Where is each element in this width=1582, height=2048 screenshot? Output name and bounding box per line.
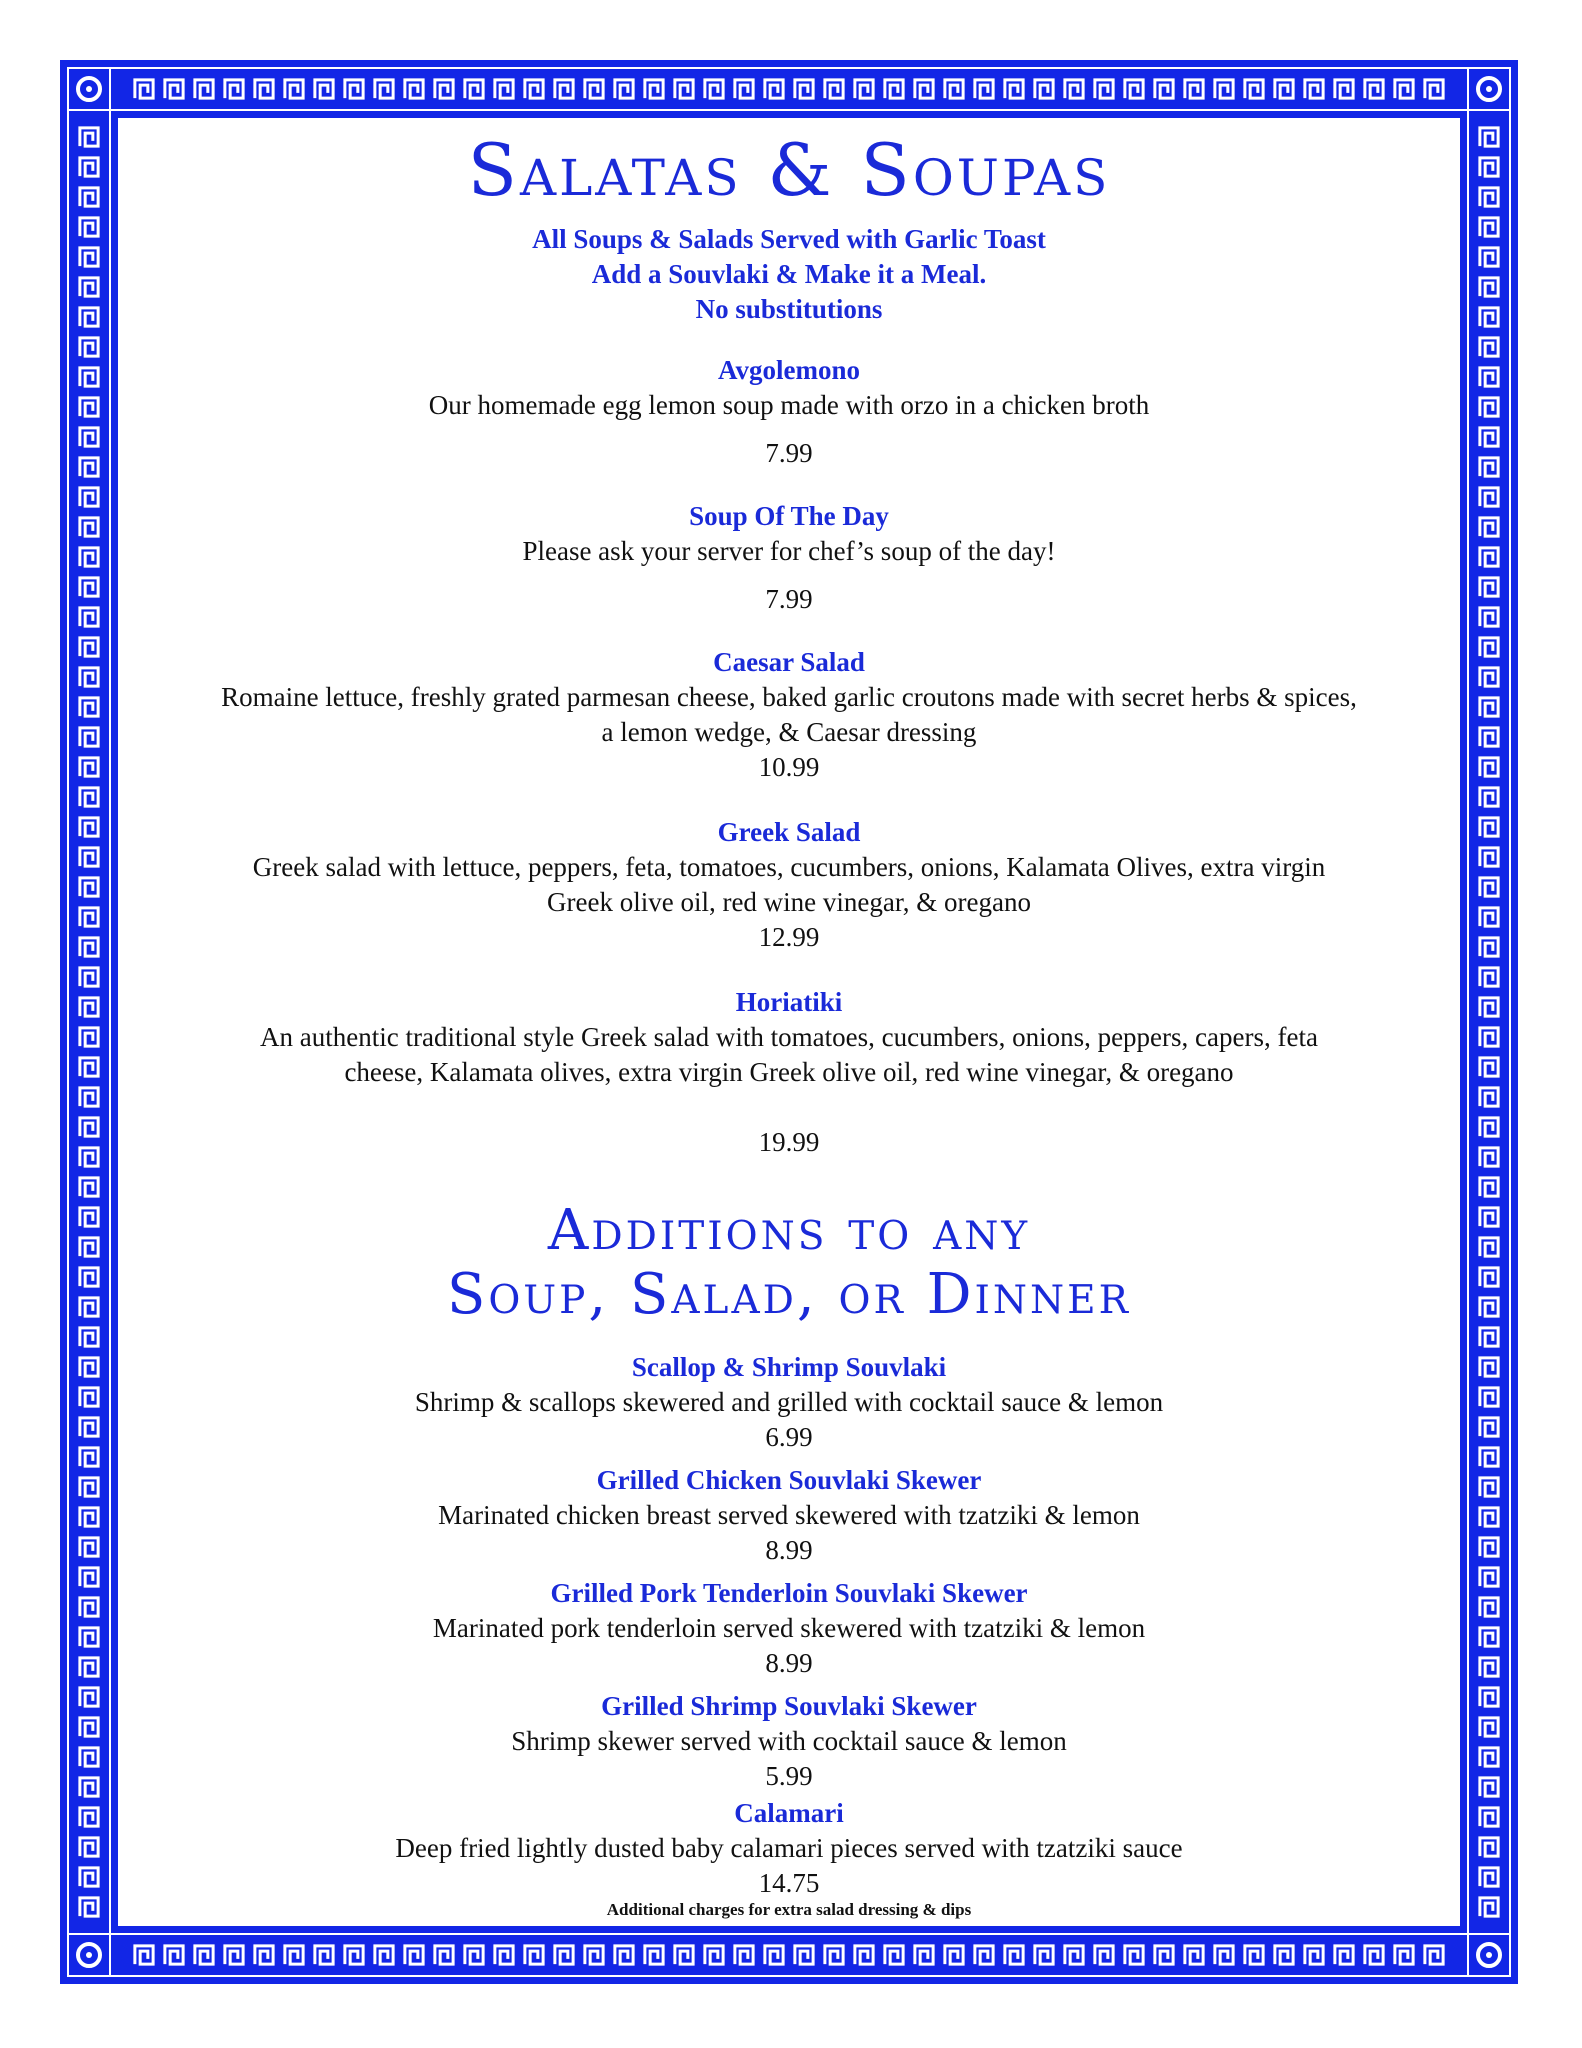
greek-key-icon [1005,1946,1023,1964]
greek-key-icon [1480,1478,1498,1496]
greek-key-icon [1480,1868,1498,1886]
corner-circle-icon [60,1926,118,1984]
menu-item-price: 14.75 [758,1868,820,1898]
greek-key-icon [165,1946,183,1964]
greek-key-icon [255,1946,273,1964]
greek-key-icon [80,998,98,1016]
greek-key-icon [1480,1418,1498,1436]
greek-key-icon [285,80,303,98]
greek-key-icon [375,1946,393,1964]
greek-key-icon [765,1946,783,1964]
greek-key-icon [80,548,98,566]
greek-key-icon [80,1178,98,1196]
greek-key-icon [1480,1118,1498,1136]
greek-key-icon [1275,80,1293,98]
greek-key-icon [1480,758,1498,776]
greek-key-icon [80,1478,98,1496]
greek-key-icon [1480,1268,1498,1286]
greek-key-icon [555,80,573,98]
corner-circle-icon [1460,60,1518,118]
greek-key-icon [1480,1058,1498,1076]
greek-key-icon [80,1838,98,1856]
greek-key-icon [80,668,98,686]
greek-key-icon [80,1598,98,1616]
border-bottom-pattern [60,1926,1518,1984]
greek-key-icon [80,1508,98,1526]
greek-key-icon [705,80,723,98]
greek-key-icon [675,80,693,98]
greek-key-icon [1480,1238,1498,1256]
greek-key-icon [1480,1328,1498,1346]
greek-key-icon [495,1946,513,1964]
corner-circle-icon [1460,1926,1518,1984]
greek-key-icon [1365,1946,1383,1964]
menu-item-price: 5.99 [765,1761,813,1791]
greek-key-icon [1480,848,1498,866]
greek-key-icon [1480,1628,1498,1646]
greek-key-icon [915,80,933,98]
greek-key-icon [1480,368,1498,386]
greek-key-icon [765,80,783,98]
greek-key-icon [285,1946,303,1964]
greek-key-icon [1215,1946,1233,1964]
greek-key-icon [80,1238,98,1256]
greek-key-icon [1245,80,1263,98]
greek-key-icon [525,80,543,98]
border-left-pattern [60,60,118,1984]
section-note: Add a Souvlaki & Make it a Meal. [591,259,987,289]
greek-key-icon [645,80,663,98]
greek-key-icon [1125,80,1143,98]
border-line [1468,68,1510,1976]
greek-key-icon [945,1946,963,1964]
greek-key-icon [885,1946,903,1964]
greek-key-icon [1065,80,1083,98]
greek-key-icon [80,248,98,266]
greek-key-icon [135,80,153,98]
greek-key-icon [195,80,213,98]
menu-item-price: 10.99 [758,752,820,782]
greek-key-icon [585,1946,603,1964]
greek-key-icon [80,188,98,206]
menu-item-name: Horiatiki [735,987,843,1017]
greek-key-icon [1395,1946,1413,1964]
greek-key-icon [80,938,98,956]
greek-key-icon [1065,1946,1083,1964]
greek-key-icon [80,458,98,476]
greek-key-icon [1480,338,1498,356]
greek-key-icon [1480,1658,1498,1676]
greek-key-icon [705,1946,723,1964]
greek-key-icon [1480,278,1498,296]
greek-key-icon [645,1946,663,1964]
greek-key-icon [465,1946,483,1964]
border-line [68,68,110,1976]
border-right-pattern [1460,60,1518,1984]
greek-key-icon [855,1946,873,1964]
greek-key-icon [80,788,98,806]
menu-item-name: Greek Salad [717,817,861,847]
greek-key-icon [1480,1568,1498,1586]
greek-key-icon [80,488,98,506]
greek-key-icon [80,1658,98,1676]
greek-key-icon [1095,80,1113,98]
greek-key-icon [80,278,98,296]
greek-key-icon [1480,398,1498,416]
greek-key-icon [525,1946,543,1964]
greek-key-icon [945,80,963,98]
greek-key-icon [1125,1946,1143,1964]
greek-key-icon [1035,80,1053,98]
corner-circle-icon [60,60,118,118]
menu-item-name: Grilled Shrimp Souvlaki Skewer [601,1691,977,1721]
greek-key-icon [465,80,483,98]
greek-key-icon [345,80,363,98]
greek-key-icon [1095,1946,1113,1964]
greek-key-icon [80,1688,98,1706]
greek-key-icon [225,80,243,98]
greek-key-icon [80,698,98,716]
greek-key-icon [1425,80,1443,98]
greek-key-icon [1155,1946,1173,1964]
greek-key-icon [1480,668,1498,686]
greek-key-icon [1480,698,1498,716]
greek-key-icon [1480,1508,1498,1526]
greek-key-icon [80,308,98,326]
greek-key-icon [80,1868,98,1886]
greek-key-icon [555,1946,573,1964]
greek-key-icon [1480,1808,1498,1826]
greek-key-icon [80,608,98,626]
greek-key-icon [1305,80,1323,98]
greek-key-icon [1480,248,1498,266]
greek-key-icon [975,80,993,98]
greek-key-icon [80,1058,98,1076]
greek-key-icon [165,80,183,98]
greek-key-icon [615,1946,633,1964]
greek-key-icon [1185,80,1203,98]
menu-item-name: Caesar Salad [713,647,865,677]
greek-key-icon [1480,998,1498,1016]
greek-key-icon [615,80,633,98]
greek-key-icon [1480,788,1498,806]
greek-key-icon [1480,308,1498,326]
greek-key-icon [80,908,98,926]
greek-key-icon [1480,968,1498,986]
greek-key-icon [80,578,98,596]
greek-key-icon [885,80,903,98]
menu-item-name: Avgolemono [718,355,860,385]
greek-key-icon [80,1418,98,1436]
greek-key-icon [405,80,423,98]
menu-item-desc: Greek salad with lettuce, peppers, feta, tomatoes, cucumbers, onions, Kalamata Olives, extra virgin Greek olive oil, red wine vinegar, & oregano [252,852,1326,917]
greek-key-icon [80,1388,98,1406]
greek-key-icon [1480,1178,1498,1196]
greek-key-icon [1480,1778,1498,1796]
greek-key-icon [80,128,98,146]
greek-key-icon [195,1946,213,1964]
menu-item-name: Scallop & Shrimp Souvlaki [631,1352,947,1382]
greek-key-icon [80,428,98,446]
greek-key-icon [1245,1946,1263,1964]
greek-key-icon [435,80,453,98]
menu-item-price: 12.99 [758,922,820,952]
greek-key-icon [1480,1898,1498,1916]
menu-item-price: 7.99 [765,438,813,468]
greek-key-icon [1480,1298,1498,1316]
greek-key-icon [1480,158,1498,176]
greek-key-icon [1480,218,1498,236]
greek-key-icon [1335,1946,1353,1964]
greek-key-icon [80,878,98,896]
greek-key-icon [80,368,98,386]
greek-key-icon [80,818,98,836]
menu-item-desc: Romaine lettuce, freshly grated parmesan cheese, baked garlic croutons made with secret herbs & spices, a lemon wedge, & Caesar dressing [221,682,1357,747]
greek-key-icon [1480,458,1498,476]
menu-item-price: 6.99 [765,1422,813,1452]
greek-key-icon [80,158,98,176]
greek-key-icon [80,1268,98,1286]
greek-key-icon [80,758,98,776]
section-title-salatas-soupas: Salatas & Soupas [467,128,1111,212]
greek-key-icon [80,1328,98,1346]
greek-key-icon [735,1946,753,1964]
greek-key-icon [975,1946,993,1964]
section-title-additions: Additions to any [547,1198,1031,1263]
footnote: Additional charges for extra salad dressing & dips [606,1900,972,1919]
greek-key-icon [80,1208,98,1226]
greek-key-icon [80,728,98,746]
greek-key-icon [1480,548,1498,566]
greek-key-icon [1480,638,1498,656]
menu-item-name: Grilled Chicken Souvlaki Skewer [596,1465,982,1495]
greek-key-icon [80,518,98,536]
greek-key-icon [1480,728,1498,746]
greek-key-icon [1480,1088,1498,1106]
greek-key-icon [80,1898,98,1916]
greek-key-icon [80,1808,98,1826]
greek-key-icon [80,338,98,356]
greek-key-icon [1335,80,1353,98]
greek-key-icon [1480,428,1498,446]
greek-key-icon [80,1778,98,1796]
menu-item-price: 8.99 [765,1535,813,1565]
greek-key-icon [80,1568,98,1586]
greek-key-icon [375,80,393,98]
greek-key-icon [1035,1946,1053,1964]
greek-key-icon [825,1946,843,1964]
menu-page [118,118,1460,1926]
greek-key-icon [80,1718,98,1736]
greek-key-icon [80,1148,98,1166]
greek-key-icon [1480,1148,1498,1166]
greek-key-icon [495,80,513,98]
menu-item-desc: Shrimp skewer served with cocktail sauce & lemon [511,1726,1067,1756]
greek-key-icon [80,1028,98,1046]
greek-key-icon [1305,1946,1323,1964]
menu-item-price: 8.99 [765,1648,813,1678]
greek-key-icon [1480,1208,1498,1226]
greek-key-icon [1480,578,1498,596]
greek-key-icon [855,80,873,98]
menu-item-desc: An authentic traditional style Greek salad with tomatoes, cucumbers, onions, peppers, capers, feta cheese, Kalamata olives, extra virgin Greek olive oil, red wine vinegar, & oregano [260,1022,1318,1087]
greek-key-icon [1480,1838,1498,1856]
greek-key-icon [80,1628,98,1646]
menu-item-desc: Deep fried lightly dusted baby calamari pieces served with tzatziki sauce [395,1833,1183,1863]
greek-key-icon [80,1118,98,1136]
greek-key-icon [1365,80,1383,98]
greek-key-icon [795,1946,813,1964]
greek-key-icon [1480,1448,1498,1466]
menu-item-name: Calamari [734,1798,844,1828]
menu-item-desc: Our homemade egg lemon soup made with orzo in a chicken broth [428,390,1150,420]
greek-key-icon [675,1946,693,1964]
greek-key-icon [315,80,333,98]
greek-key-icon [1480,1688,1498,1706]
greek-key-icon [80,1088,98,1106]
greek-key-icon [1185,1946,1203,1964]
greek-key-icon [1005,80,1023,98]
menu-item-desc: Please ask your server for chef’s soup of the day! [522,536,1056,566]
greek-key-icon [1480,188,1498,206]
greek-key-icon [1480,818,1498,836]
greek-key-icon [80,1298,98,1316]
greek-key-icon [825,80,843,98]
greek-key-icon [80,1748,98,1766]
greek-key-icon [735,80,753,98]
menu-item-name: Soup Of The Day [689,501,889,531]
greek-key-icon [80,218,98,236]
greek-key-icon [1425,1946,1443,1964]
greek-key-icon [80,638,98,656]
greek-key-icon [1480,1748,1498,1766]
menu-item-price: 7.99 [765,584,813,614]
greek-key-icon [80,1358,98,1376]
greek-key-icon [1395,80,1413,98]
greek-key-icon [1480,908,1498,926]
menu-item-price: 19.99 [758,1127,820,1157]
greek-key-icon [345,1946,363,1964]
greek-key-icon [1480,878,1498,896]
menu-item-desc: Marinated chicken breast served skewered with tzatziki & lemon [438,1500,1140,1530]
greek-key-icon [1480,1358,1498,1376]
greek-key-icon [315,1946,333,1964]
greek-key-icon [1480,518,1498,536]
greek-key-icon [1480,1028,1498,1046]
greek-key-icon [1155,80,1173,98]
greek-key-icon [1480,128,1498,146]
greek-key-icon [80,1448,98,1466]
greek-key-icon [435,1946,453,1964]
greek-key-icon [135,1946,153,1964]
greek-key-icon [1480,608,1498,626]
greek-key-icon [1275,1946,1293,1964]
greek-key-icon [1480,1538,1498,1556]
greek-key-icon [915,1946,933,1964]
section-note: No substitutions [695,294,883,324]
section-note: All Soups & Salads Served with Garlic Toast [532,224,1046,254]
greek-key-icon [1480,1598,1498,1616]
greek-key-icon [795,80,813,98]
greek-key-icon [80,398,98,416]
greek-key-icon [1215,80,1233,98]
greek-key-icon [255,80,273,98]
greek-key-icon [225,1946,243,1964]
greek-key-icon [585,80,603,98]
border-top-pattern [60,60,1518,118]
section-title-additions: Soup, Salad, or Dinner [446,1262,1132,1327]
greek-key-icon [80,1538,98,1556]
menu-item-desc: Marinated pork tenderloin served skewered with tzatziki & lemon [432,1613,1146,1643]
menu-item-desc: Shrimp & scallops skewered and grilled with cocktail sauce & lemon [414,1387,1164,1417]
greek-key-icon [80,968,98,986]
greek-key-icon [1480,1718,1498,1736]
greek-key-icon [80,848,98,866]
greek-key-icon [405,1946,423,1964]
greek-key-icon [1480,938,1498,956]
greek-key-icon [1480,1388,1498,1406]
menu-item-name: Grilled Pork Tenderloin Souvlaki Skewer [550,1578,1028,1608]
greek-key-icon [1480,488,1498,506]
